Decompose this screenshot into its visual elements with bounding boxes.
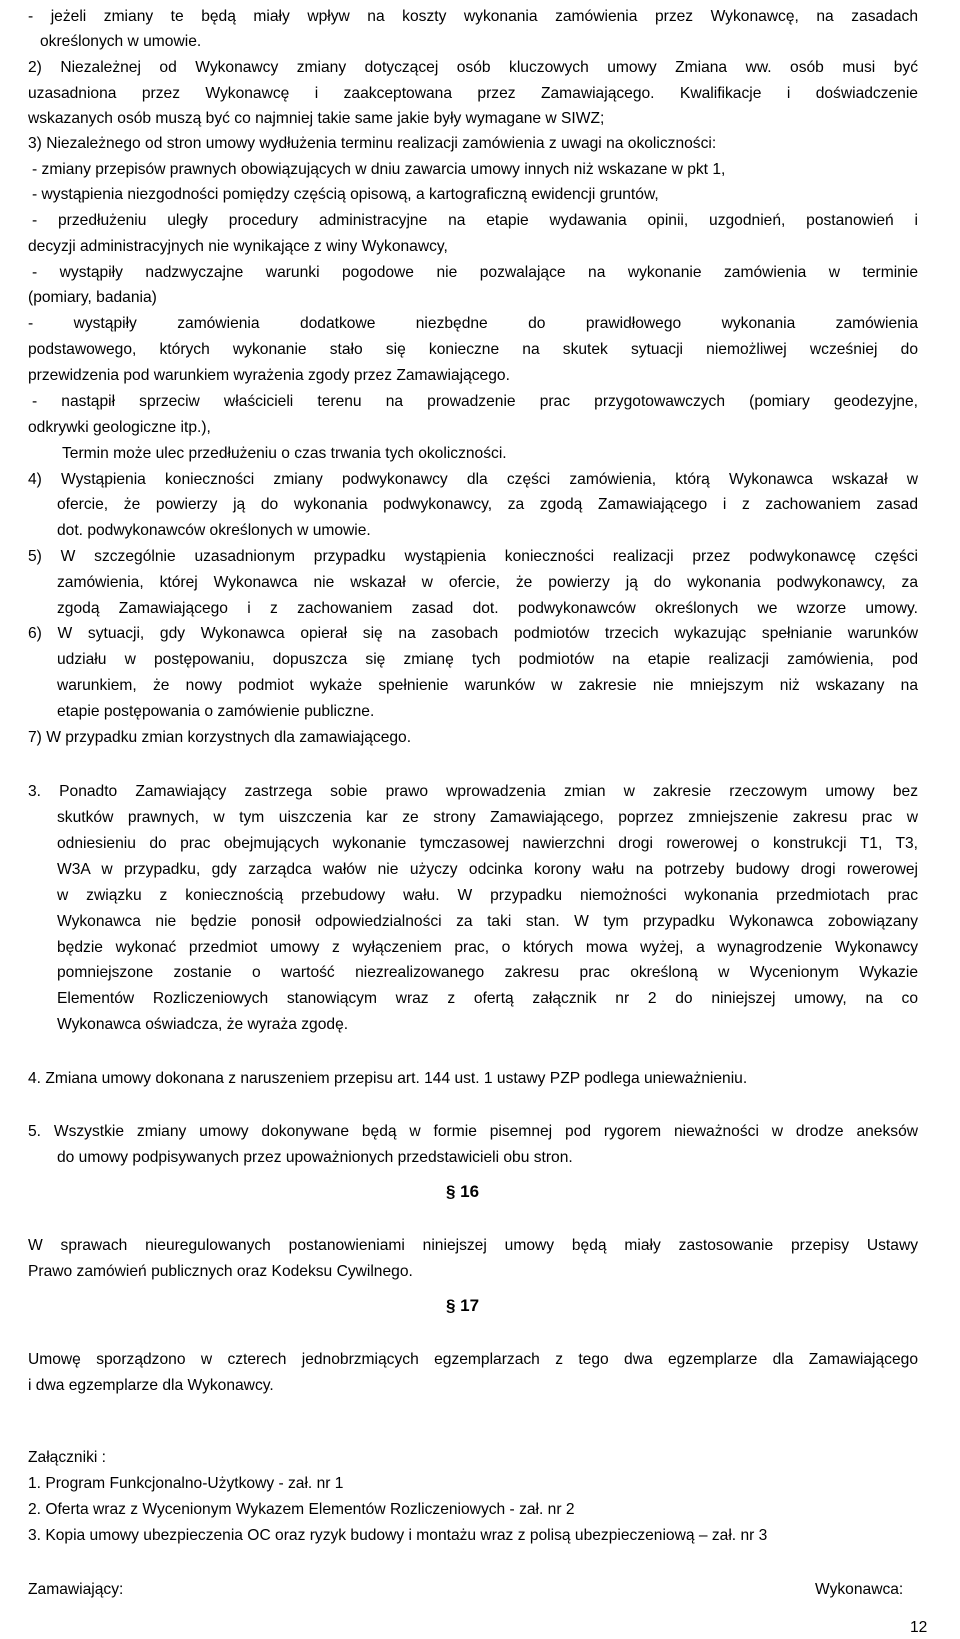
document-text-line: dot. podwykonawców określonych w umowie. [57, 522, 371, 539]
document-text-line: W sprawach nieuregulowanych postanowieniami niniejszej umowy będą miały zastosowanie przepisy Ustawy [28, 1237, 918, 1254]
document-text-line: - jeżeli zmiany te będą miały wpływ na koszty wykonania zamówienia przez Wykonawcę, na zasadach [28, 8, 918, 25]
document-text-line: odniesieniu do prac obejmujących wykonanie tymczasowej nawierzchni drogi rowerowej o konstrukcji T1, T3, [57, 835, 918, 852]
document-text-line: udziału w postępowaniu, dopuszcza się zmianę tych podmiotów na etapie realizacji zamówienia, pod [57, 651, 918, 668]
document-text-line: Wykonawca nie będzie ponosił odpowiedzialności za taki stan. W tym przypadku Wykonawca zobowiązany [57, 913, 918, 930]
document-text-line: 1. Program Funkcjonalno-Użytkowy - zał. nr 1 [28, 1475, 344, 1492]
document-text-line: 2. Oferta wraz z Wycenionym Wykazem Elementów Rozliczeniowych - zał. nr 2 [28, 1501, 575, 1518]
document-text-line: Wykonawca oświadcza, że wyraża zgodę. [57, 1016, 349, 1033]
document-text-line: Elementów Rozliczeniowych stanowiącym wraz z ofertą załącznik nr 2 do niniejszej umowy, na co [57, 990, 918, 1007]
document-text-line: przewidzenia pod warunkiem wyrażenia zgody przez Zamawiającego. [28, 367, 510, 384]
document-text-line: 2) Niezależnej od Wykonawcy zmiany dotyczącej osób kluczowych umowy Zmiana ww. osób musi być [28, 59, 918, 76]
document-text-line: 3. Kopia umowy ubezpieczenia OC oraz ryzyk budowy i montażu wraz z polisą ubezpieczeniową – zał. nr 3 [28, 1527, 768, 1544]
document-text-line: 3. Ponadto Zamawiający zastrzega sobie prawo wprowadzenia zmian w zakresie rzeczowym umowy bez [28, 783, 918, 800]
document-text-line: warunkiem, że nowy podmiot wykaże spełnienie warunków w zakresie nie mniejszym niż wskazany na [57, 677, 918, 694]
document-text-line: Prawo zamówień publicznych oraz Kodeksu Cywilnego. [28, 1263, 413, 1280]
document-text-line: decyzji administracyjnych nie wynikające z winy Wykonawcy, [28, 238, 448, 255]
document-text-line: Zamawiający: [28, 1581, 124, 1598]
document-text-line: 12 [910, 1619, 928, 1636]
document-text-line: - nastąpił sprzeciw właścicieli terenu na prowadzenie prac przygotowawczych (pomiary geodezyjne, [32, 393, 918, 410]
document-text-line: wskazanych osób muszą być co najmniej takie same jakie były wymagane w SIWZ; [28, 110, 605, 127]
document-text-line: 5) W szczególnie uzasadnionym przypadku wystąpienia konieczności realizacji przez podwykonawcę części [28, 548, 918, 565]
section-heading: § 17 [446, 1296, 480, 1315]
document-text-line: etapie postępowania o zamówienie publiczne. [57, 703, 375, 720]
document-text-line: - przedłużeniu uległy procedury administracyjne na etapie wydawania opinii, uzgodnień, postanowień i [32, 212, 918, 229]
document-text-line: 4) Wystąpienia konieczności zmiany podwykonawcy dla części zamówienia, którą Wykonawca wskazał w [28, 471, 918, 488]
document-text-line: 3) Niezależnego od stron umowy wydłużenia terminu realizacji zamówienia z uwagi na okoliczności: [28, 135, 717, 152]
document-text-line: 7) W przypadku zmian korzystnych dla zamawiającego. [28, 729, 412, 746]
document-text-line: skutków prawnych, w tym uiszczenia kar ze strony Zamawiającego, poprzez zmniejszenie zakresu prac w [57, 809, 918, 826]
section-heading: § 16 [446, 1182, 480, 1201]
document-text-line: określonych w umowie. [40, 33, 202, 50]
document-text-line: - wystąpiły zamówienia dodatkowe niezbędne do prawidłowego wykonania zamówienia [28, 315, 918, 332]
document-text-line: (pomiary, badania) [28, 289, 157, 306]
document-text-line: będzie wykonać przedmiot umowy z wyłączeniem prac, o których mowa wyżej, a wynagrodzenie Wykonawcy [57, 939, 918, 956]
document-text-line: i dwa egzemplarze dla Wykonawcy. [28, 1377, 274, 1394]
document-text-line: do umowy podpisywanych przez upoważnionych przedstawicieli obu stron. [57, 1149, 573, 1166]
document-text-line: Umowę sporządzono w czterech jednobrzmiących egzemplarzach z tego dwa egzemplarze dla Zamawiającego [28, 1351, 918, 1368]
document-text-line: W3A w przypadku, gdy zarządca wałów nie użyczy odcinka korony wału na potrzeby budowy drogi rowerowej [57, 861, 918, 878]
document-text-line: pomniejszone zostanie o wartość niezrealizowanego zakresu prac określoną w Wycenionym Wykazie [57, 964, 918, 981]
document-text-line: - zmiany przepisów prawnych obowiązujących w dniu zawarcia umowy innych niż wskazane w pkt 1, [32, 161, 726, 178]
document-text-line: - wystąpienia niezgodności pomiędzy częścią opisową, a kartograficzną ewidencji gruntów, [32, 186, 659, 203]
document-text-line: zamówienia, której Wykonawca nie wskazał w ofercie, że powierzy ją do wykonania podwykonawcy, za [57, 574, 918, 591]
document-text-line: w związku z koniecznością przebudowy wału. W przypadku niemożności wykonania przedmiotach prac [57, 887, 918, 904]
document-text-line: - wystąpiły nadzwyczajne warunki pogodowe nie pozwalające na wykonanie zamówienia w terminie [32, 264, 918, 281]
document-text-line: Załączniki : [28, 1449, 106, 1466]
document-text-line: 5. Wszystkie zmiany umowy dokonywane będą w formie pisemnej pod rygorem nieważności w drodze aneksów [28, 1123, 918, 1140]
document-text-line: Wykonawca: [815, 1581, 904, 1598]
document-text-line: 6) W sytuacji, gdy Wykonawca opierał się na zasobach podmiotów trzecich wykazując spełnianie warunków [28, 625, 918, 642]
document-text-line: Termin może ulec przedłużeniu o czas trwania tych okoliczności. [62, 445, 507, 462]
document-text-line: podstawowego, których wykonanie stało się konieczne na skutek sytuacji niemożliwej wcześniej do [28, 341, 918, 358]
document-text-line: 4. Zmiana umowy dokonana z naruszeniem przepisu art. 144 ust. 1 ustawy PZP podlega unieważnieniu. [28, 1070, 748, 1087]
document-text-line: zgodą Zamawiającego i z zachowaniem zasad dot. podwykonawców określonych we wzorze umowy. [57, 600, 918, 617]
document-text-line: uzasadniona przez Wykonawcę i zaakceptowana przez Zamawiającego. Kwalifikacje i doświadczenie [28, 85, 918, 102]
document-text-line: odkrywki geologiczne itp.), [28, 419, 211, 436]
document-text-line: ofercie, że powierzy ją do wykonania podwykonawcy, za zgodą Zamawiającego i z zachowaniem zasad [57, 496, 918, 513]
